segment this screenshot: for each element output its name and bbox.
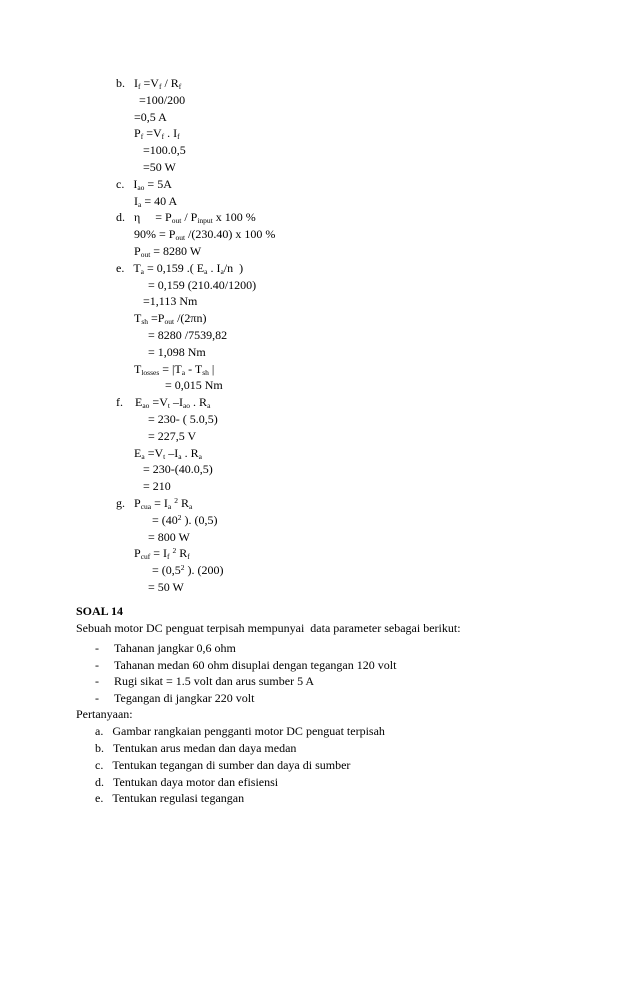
- parameter-item: - Tahanan medan 60 ohm disuplai dengan tegangan 120 volt: [95, 658, 397, 672]
- solution-c-iao: c. $I_{ao} = 5A$: [116, 177, 172, 192]
- question-item: e. Tentukan regulasi tegangan: [95, 791, 245, 805]
- solution-f-eao-calc: = 230- ( 5.0,5): [148, 412, 218, 426]
- solution-b-pf-calc: =100.0,5: [143, 143, 186, 157]
- parameter-item: - Tegangan di jangkar 220 volt: [95, 691, 255, 705]
- question-item: c. Tentukan tegangan di sumber dan daya di sumber: [95, 758, 351, 772]
- question-item: d. Tentukan daya motor dan efisiensi: [95, 775, 279, 789]
- solution-g-pcua-calc: = ($40^2$ ). (0,5): [152, 513, 218, 527]
- solution-e-ta-result: =1,113 Nm: [143, 294, 198, 308]
- questions-heading: Pertanyaan:: [76, 707, 133, 721]
- solution-g-pcuf-result: = 50 W: [148, 580, 184, 594]
- parameter-item: - Tahanan jangkar 0,6 ohm: [95, 641, 236, 655]
- solution-f-ea: $E_a =V_t$ $-I_a$ . $R_a$: [134, 446, 202, 461]
- solution-f-ea-result: = 210: [143, 479, 171, 493]
- solution-b-if-calc: =100/200: [139, 93, 186, 107]
- solution-e-ta-calc: = 0,159 (210.40/1200): [148, 278, 257, 292]
- solution-e-tsh-result: = 1,098 Nm: [148, 345, 206, 359]
- solution-e-tlosses: $T_{losses} = |T_a - T_{sh}$ |: [134, 362, 215, 377]
- solution-e-tsh-calc: = 8280 /7539,82: [148, 328, 228, 342]
- solution-f-ea-calc: = 230-(40.0,5): [143, 462, 213, 476]
- solution-d-calc: $90\% = P_{out}$ /(230.40) x 100 %: [134, 227, 276, 242]
- solution-b-if: b. $I_f =V_f / R_f$: [116, 76, 182, 91]
- question-item: b. Tentukan arus medan dan daya medan: [95, 741, 297, 755]
- solution-e-ta: e. $T_a = 0,159$ .( $E_a$ . $I_a/n$ ): [116, 261, 244, 276]
- solution-b-pf: $P_f =V_f$ . $I_f$: [134, 126, 180, 141]
- solution-b-if-result: =0,5 A: [134, 110, 167, 124]
- solution-g-pcuf: $P_{cuf} = I_f$ $^2$ $R_f$: [134, 546, 190, 561]
- solution-g-pcua-result: = 800 W: [148, 530, 190, 544]
- solution-g-pcuf-calc: = ($0,5^2$ ). (200): [152, 563, 224, 577]
- solution-b-pf-result: =50 W: [143, 160, 176, 174]
- solution-g-pcua: g. $P_{cua} = I_a$ $^2$ $R_a$: [116, 496, 193, 511]
- solution-f-eao-result: = 227,5 V: [148, 429, 197, 443]
- section-heading-soal-14: SOAL 14: [76, 604, 124, 618]
- solution-e-tlosses-result: = 0,015 Nm: [165, 378, 223, 392]
- solution-f-eao: f. $E_{ao} =V_t$ $-I_{ao}$ . $R_a$: [116, 395, 211, 410]
- question-item: a. Gambar rangkaian pengganti motor DC penguat terpisah: [95, 724, 385, 738]
- solution-d-pout: $P_{out} = 8280$ W: [134, 244, 202, 259]
- solution-c-ia: $I_a = 40$ A: [134, 194, 178, 209]
- solution-e-tsh: $T_{sh} =P_{out}$ /(2πn): [134, 311, 207, 326]
- solution-d-eff: d. η = $P_{out} / P_{input}$ x 100 %: [116, 210, 256, 225]
- problem-statement: Sebuah motor DC penguat terpisah mempunyai data parameter sebagai berikut:: [76, 621, 461, 635]
- parameter-item: - Rugi sikat = 1.5 volt dan arus sumber 5 A: [95, 674, 315, 688]
